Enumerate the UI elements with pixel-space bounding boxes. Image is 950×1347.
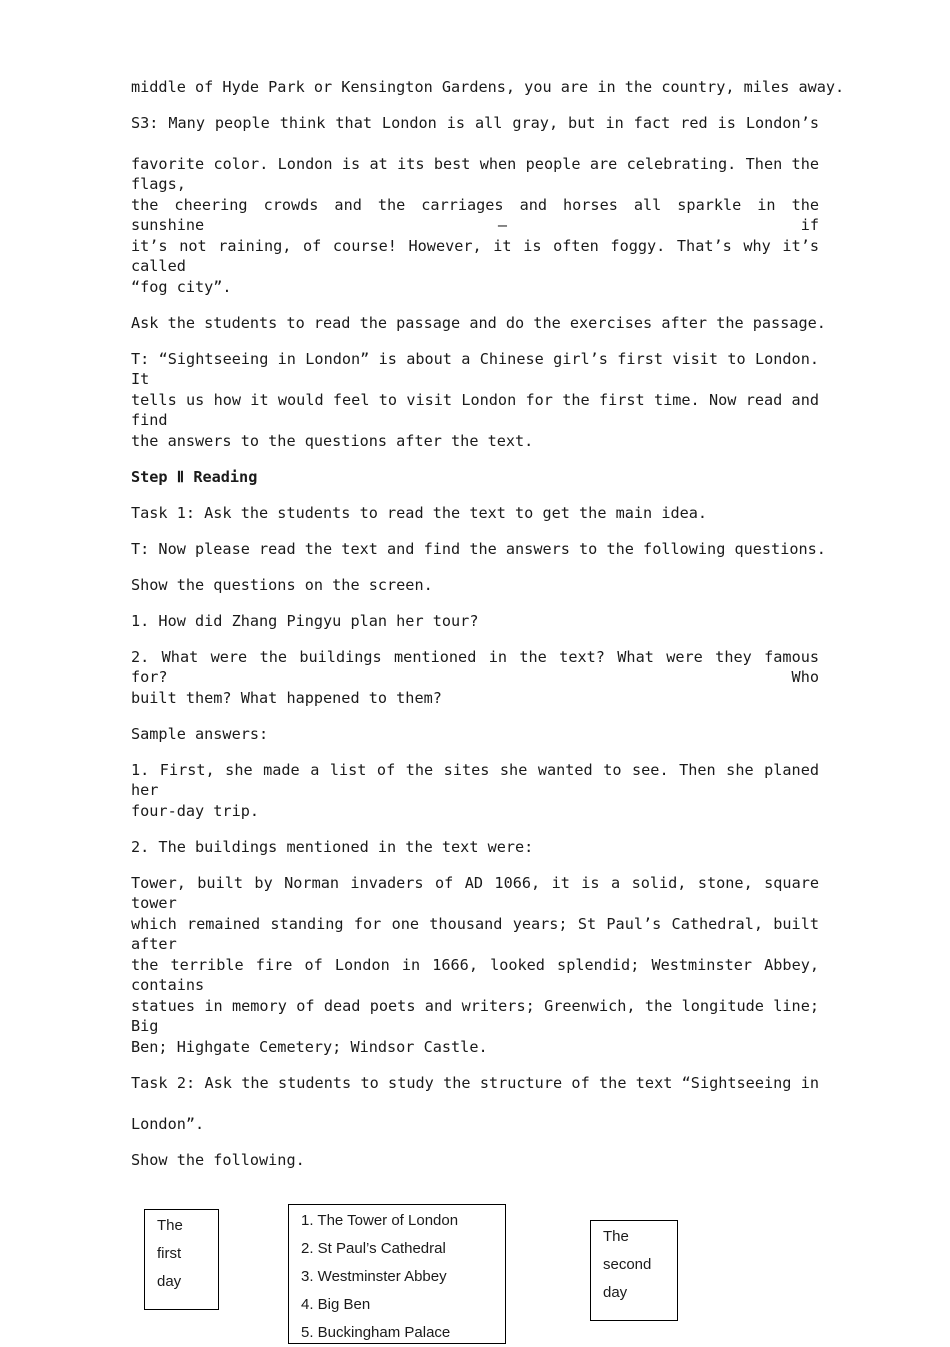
text-line: which remained standing for one thousand years; St Paul’s Cathedral, built after xyxy=(131,915,819,953)
text-line: Show the following. xyxy=(131,1151,305,1169)
sites-list-box xyxy=(288,1204,506,1344)
site-item: 3. Westminster Abbey xyxy=(301,1268,447,1285)
text-line: 1. How did Zhang Pingyu plan her tour? xyxy=(131,612,479,630)
first-day-box xyxy=(144,1209,219,1310)
text-line: London”. xyxy=(131,1115,205,1133)
text-line: it’s not raining, of course! However, it is often foggy. That’s why it’s called xyxy=(131,237,819,275)
box-line: first xyxy=(157,1245,182,1262)
text-line: statues in memory of dead poets and writers; Greenwich, the longitude line; Big xyxy=(131,997,819,1035)
text-line: Ask the students to read the passage and do the exercises after the passage. xyxy=(131,314,826,332)
text-line: favorite color. London is at its best when people are celebrating. Then the flags, xyxy=(131,155,819,193)
text-line: 1. First, she made a list of the sites she wanted to see. Then she planed her xyxy=(131,761,819,799)
text-line: T: Now please read the text and find the answers to the following questions. xyxy=(131,540,826,558)
second-day-box xyxy=(590,1220,678,1321)
text-line: the cheering crowds and the carriages and horses all sparkle in the sunshine — if xyxy=(131,196,819,234)
text-line: built them? What happened to them? xyxy=(131,689,442,707)
text-line: the answers to the questions after the text. xyxy=(131,432,534,450)
text-line: four-day trip. xyxy=(131,802,260,820)
text-line: S3: Many people think that London is all gray, but in fact red is London’s xyxy=(131,114,819,132)
text-line: T: “Sightseeing in London” is about a Chinese girl’s first visit to London. It xyxy=(131,350,819,388)
site-item: 1. The Tower of London xyxy=(301,1212,459,1229)
text-line: 2. What were the buildings mentioned in the text? What were they famous for? Who xyxy=(131,648,819,686)
text-line: Show the questions on the screen. xyxy=(131,576,433,594)
text-line: “fog city”. xyxy=(131,278,232,296)
site-item: 4. Big Ben xyxy=(301,1296,371,1313)
box-line: day xyxy=(603,1284,628,1301)
text-line: Sample answers: xyxy=(131,725,269,743)
text-line: 2. The buildings mentioned in the text were: xyxy=(131,838,534,856)
box-line: second xyxy=(603,1256,652,1273)
box-line: day xyxy=(157,1273,182,1290)
site-item: 2. St Paul’s Cathedral xyxy=(301,1240,446,1257)
text-line: Tower, built by Norman invaders of AD 1066, it is a solid, stone, square tower xyxy=(131,874,819,912)
box-line: The xyxy=(157,1217,183,1234)
box-line: The xyxy=(603,1228,629,1245)
text-line: Task 1: Ask the students to read the text to get the main idea. xyxy=(131,504,708,522)
text-line: middle of Hyde Park or Kensington Gardens, you are in the country, miles away. xyxy=(131,78,845,96)
text-line: Task 2: Ask the students to study the structure of the text “Sightseeing in xyxy=(131,1074,819,1092)
text-line: the terrible fire of London in 1666, looked splendid; Westminster Abbey, contains xyxy=(131,956,819,994)
section-heading: Step Ⅱ Reading xyxy=(131,468,258,486)
text-line: tells us how it would feel to visit London for the first time. Now read and find xyxy=(131,391,819,429)
text-line: Ben; Highgate Cemetery; Windsor Castle. xyxy=(131,1038,488,1056)
site-item: 5. Buckingham Palace xyxy=(301,1324,451,1341)
